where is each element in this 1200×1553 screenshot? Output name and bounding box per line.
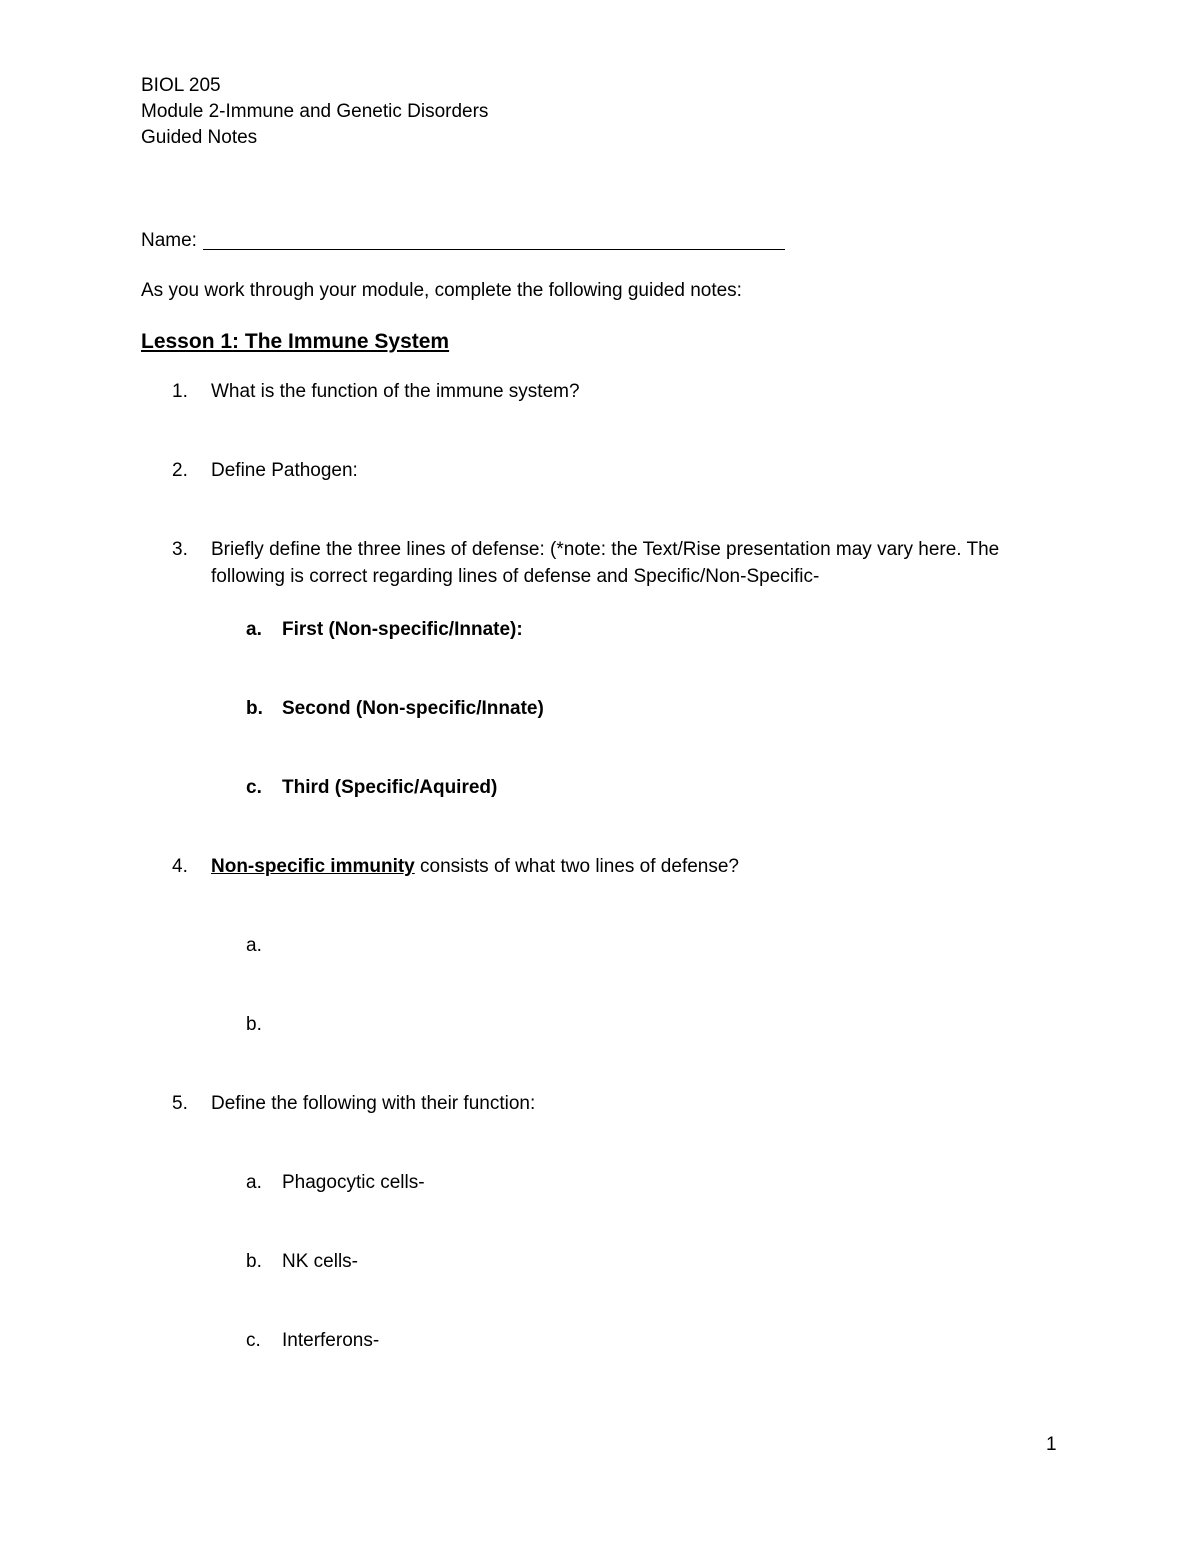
document-type: Guided Notes [141,127,258,148]
question-5-number: 5. [172,1093,188,1114]
question-5-text: Define the following with their function: [211,1093,536,1114]
question-4-number: 4. [172,856,188,877]
question-3-text-line-1: Briefly define the three lines of defense: (*note: the Text/Rise presentation may vary here. The [211,539,1000,560]
question-4b-letter: b. [246,1014,262,1035]
question-2-text: Define Pathogen: [211,460,358,481]
module-title: Module 2-Immune and Genetic Disorders [141,101,489,122]
question-1-number: 1. [172,381,188,402]
course-code: BIOL 205 [141,75,221,96]
question-3a-letter: a. [246,619,262,640]
intro-instructions: As you work through your module, complete the following guided notes: [141,280,742,301]
question-5a-letter: a. [246,1172,262,1193]
question-3b-text: Second (Non-specific/Innate) [282,698,544,719]
question-4a-letter: a. [246,935,262,956]
question-3c-letter: c. [246,777,262,798]
question-2-number: 2. [172,460,188,481]
question-3a-text: First (Non-specific/Innate): [282,619,523,640]
question-5b-letter: b. [246,1251,262,1272]
question-5a-text: Phagocytic cells- [282,1172,425,1193]
question-3c-text: Third (Specific/Aquired) [282,777,498,798]
question-3b-letter: b. [246,698,263,719]
question-5b-text: NK cells- [282,1251,359,1272]
question-5c-text: Interferons- [282,1330,380,1351]
name-blank-line[interactable] [203,249,785,250]
question-5c-letter: c. [246,1330,261,1351]
name-label: Name: [141,230,197,251]
question-3-number: 3. [172,539,188,560]
lesson-heading: Lesson 1: The Immune System [141,330,450,353]
page-number: 1 [1046,1434,1057,1455]
question-4-rest: consists of what two lines of defense? [414,856,739,877]
question-4-term: Non-specific immunity [211,856,415,877]
question-1-text: What is the function of the immune system? [211,381,580,402]
question-4-text [211,857,739,876]
question-3-text-line-2: following is correct regarding lines of defense and Specific/Non-Specific- [211,566,820,587]
